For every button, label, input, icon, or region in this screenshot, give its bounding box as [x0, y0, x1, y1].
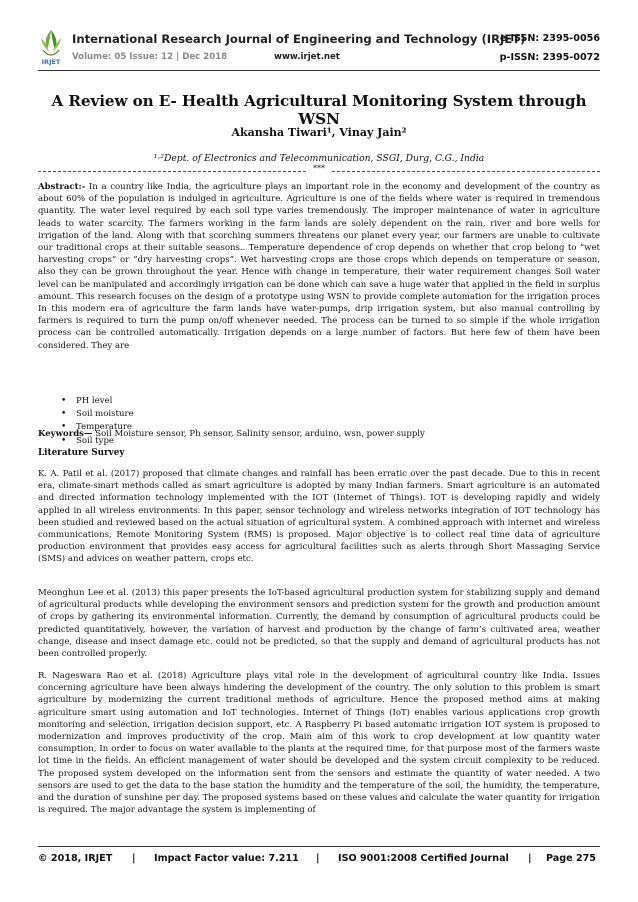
paper-authors: Akansha Tiwari¹, Vinay Jain² [231, 126, 407, 139]
list-item: • PH level [62, 395, 134, 408]
volume-issue: Volume: 05 Issue: 12 | Dec 2018 [72, 52, 228, 62]
author-affiliation: ¹·²Dept. of Electronics and Telecommunication, SSGI, Durg, C.G., India [153, 153, 485, 164]
separator-dash-left [38, 171, 306, 172]
journal-header [38, 28, 600, 68]
list-item: • Soil type [62, 435, 134, 448]
separator-stars: *** [308, 164, 330, 173]
paper-title: A Review on E- Health Agricultural Monitoring System through WSN [51, 92, 587, 128]
journal-title: International Research Journal of Engineering and Technology (IRJET) [72, 32, 526, 46]
list-item: • Soil moisture [62, 408, 134, 421]
abstract-text: In a country like India, the agriculture plays an important role in the economy and development of the country as about 60% of the population is indulged in agriculture. Agriculture is one of the fields where water is required in tremendous quantity. The water level required by each soil type varies tremendously. The improper maintenance of water in agriculture leads to water scarcity. The farmers working in the farm lands are solely dependent on the rain, river and bore wells for irrigation of the land. Along with that scorching summers threatens our planet every year, our farmers are unable to cultivate our traditional crops at their suitable seasons.. Temperature dependence of crop depends on whether that crop belong to “wet harvesting crops” or “dry harvesting crops”. Wet harvesting crops are those crops which depends on temperature or season, also they can be grown throughout the year. Hence with change in temperature, their water requirement changes Soil water level can be manipulated and accordingly irrigation can be done which can save a huge water that applied in the field in surplus amount. This research focuses on the design of a prototype using WSN to provide complete automation for the irrigation proces In this modern era of agriculture the farm lands have water-pumps, drip irrigation system, but also manual controlling by farmers is required to turn the pump on/off whenever needed. The process can be turned to so simple if the whole irrigation process can be controlled automatically. Irrigation depends on a large number of factors. But here few of them have been considered. They are [38, 182, 600, 351]
separator-dash-right [332, 171, 600, 172]
list-item: • Temperature [62, 421, 134, 434]
footer-divider [38, 846, 600, 847]
footer-separator: | [132, 853, 136, 864]
abstract-label: Abstract:- [38, 182, 86, 192]
footer-page-number: Page 275 [546, 853, 596, 864]
irjet-logo-icon [38, 28, 64, 66]
literature-paragraph: Meonghun Lee et al. (2013) this paper presents the IoT-based agricultural production system for stabilizing supply and demand of agricultural products while developing the environment sensors and prediction system for the growth and production amount of crops by gathering its environmental information. Currently, the demand by consumption of agricultural products could be predicted quantitatively, however, the variation of harvest and production by the change of farm’s cultivated area, weather change, disease and insect damage etc. could not be predicted, so that the supply and demand of agricultural products has not been controlled properly. [38, 588, 600, 660]
footer-separator: | [528, 853, 532, 864]
footer-impact-factor: Impact Factor value: 7.211 [154, 853, 299, 864]
e-issn: e-ISSN: 2395-0056 [499, 33, 600, 44]
keywords-label: Keywords— [38, 429, 93, 439]
journal-website-link[interactable]: www.irjet.net [274, 52, 340, 62]
literature-paragraph: R. Nageswara Rao et al. (2018) Agriculture plays vital role in the development of agricultural country like India. Issues concerning agriculture have been always hindering the development of the country. The only solution to this problem is smart agriculture by modernizing the current traditional methods of agriculture. Hence the proposed method aims at making agriculture smart using automation and IoT technologies. Internet of Things (IoT) enables various applications crop growth monitoring and selection, irrigation decision support, etc. A Raspberry Pi based automatic irrigation IOT system is proposed to modernization and improves productivity of the crop. Main aim of this work to crop development at low quantity water consumption, In order to focus on water available to the plants at the required time, for that purpose most of the farmers waste lot time in the fields. An efficient management of water should be developed and the system circuit complexity to be reduced. The proposed system developed on the information sent from the sensors and estimate the quantity of water needed. A two sensors are used to get the data to the base station the humidity and the temperature of the soil, the humidity, the temperature, and the duration of sunshine per day. The proposed systems based on these values and calculate the water quantity for irrigation is required. The major advantage the system is implementing of [38, 671, 600, 816]
footer-iso: ISO 9001:2008 Certified Journal [338, 853, 509, 864]
literature-paragraph: K. A. Patil et al. (2017) proposed that climate changes and rainfall has been erratic over the past decade. Due to this in recent era, climate-smart methods called as smart agriculture is adopted by many Indian farmers. Smart agriculture is an automated and directed information technology implemented with the IOT (Internet of Things). IOT is developing rapidly and widely applied in all wireless environments. In this paper, sensor technology and wireless networks integration of IOT technology has been studied and reviewed based on the actual situation of agricultural system. A combined approach with internet and wireless communications, Remote Monitoring System (RMS) is proposed. Major objective is to collect real time data of agriculture production environment that provides easy access for agricultural facilities such as alerts through Short Massaging Service (SMS) and advices on weather pattern, crops etc. [38, 469, 600, 565]
keywords-line [38, 428, 600, 440]
footer-separator: | [316, 853, 320, 864]
header-divider [38, 70, 600, 71]
abstract-separator [38, 165, 600, 177]
p-issn: p-ISSN: 2395-0072 [499, 52, 600, 63]
keywords-text: Soil Moisture sensor, Ph sensor, Salinity sensor, arduino, wsn, power supply [92, 429, 425, 439]
section-heading: Literature Survey [38, 448, 125, 458]
footer-copyright: © 2018, IRJET [38, 853, 113, 864]
logo-text: IRJET [41, 58, 61, 66]
abstract-paragraph [38, 181, 600, 352]
